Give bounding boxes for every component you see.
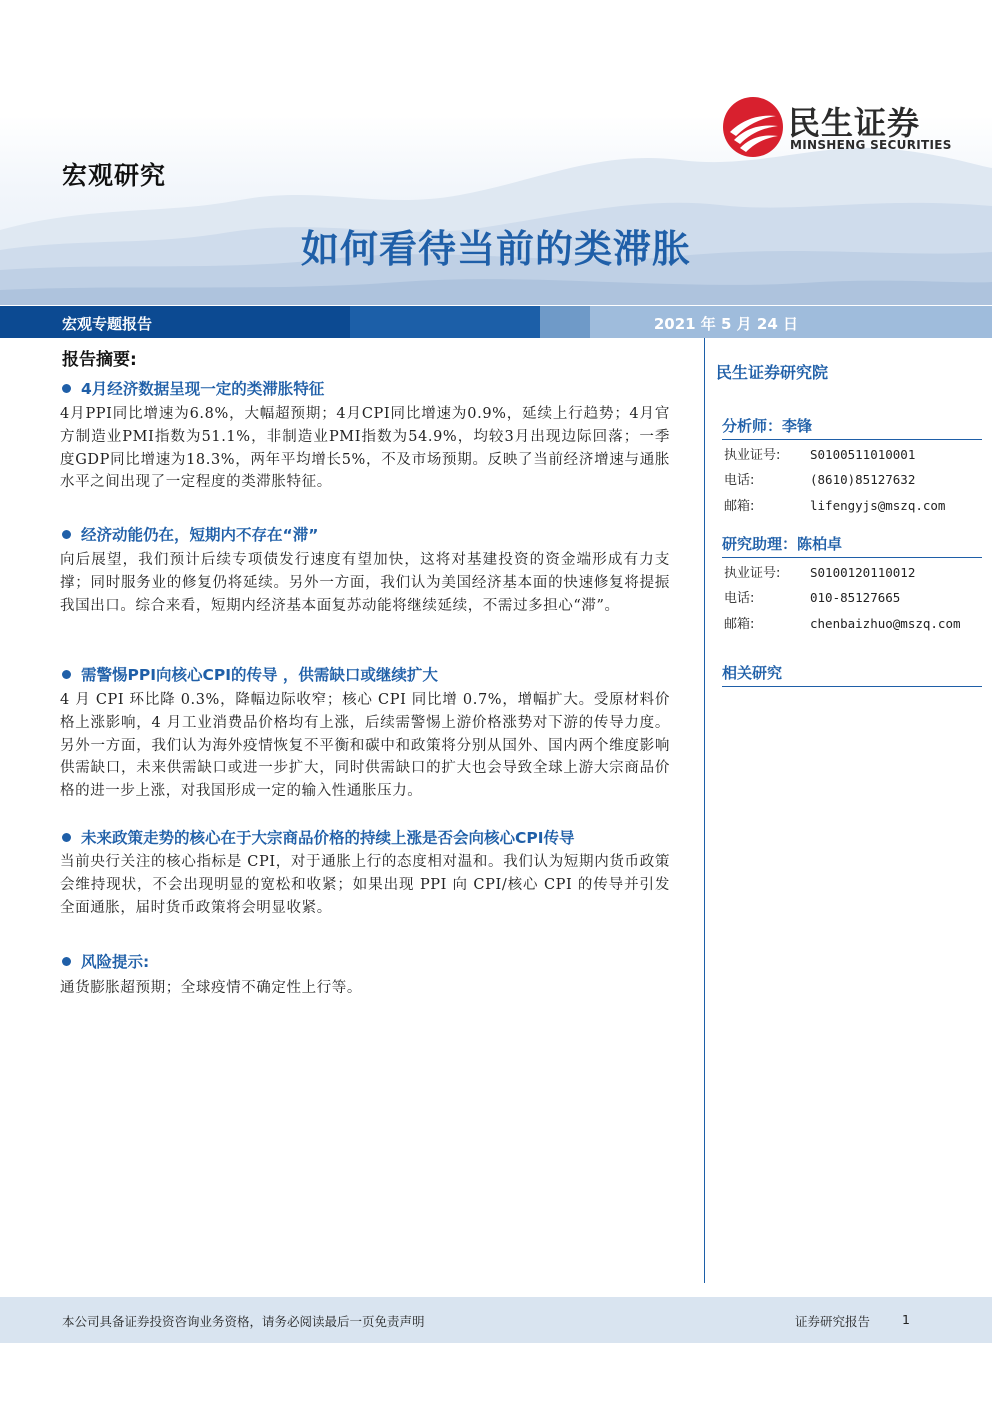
footer-disclaimer: 本公司具备证券投资咨询业务资格，请务必阅读最后一页免责声明 <box>62 1314 425 1329</box>
section-heading <box>62 826 575 848</box>
info-label: 执业证号: <box>724 566 781 581</box>
footer-doc-type: 证券研究报告 <box>795 1314 871 1329</box>
section-heading-text: 经济动能仍在，短期内不存在“滞” <box>81 526 319 544</box>
section-heading-text: 风险提示: <box>81 953 150 971</box>
section-heading-text: 4月经济数据呈现一定的类滞胀特征 <box>81 380 325 398</box>
assistant-email-row <box>724 613 961 632</box>
info-value: (8610)85127632 <box>810 472 916 487</box>
bullet-icon <box>62 384 71 393</box>
summary-label: 报告摘要: <box>62 350 137 370</box>
assistant-license-row <box>724 562 915 581</box>
info-label: 邮箱: <box>724 499 755 514</box>
info-label: 电话: <box>724 591 755 606</box>
bullet-icon <box>62 833 71 842</box>
section-body: 4月PPI同比增速为6.8%，大幅超预期；4月CPI同比增速为0.9%，延续上行趋势；4月官方制造业PMI指数为51.1%，非制造业PMI指数为54.9%，均较3月出现边际回落；一季度GDP同比增速为18.3%，两年平均增长5%，不及市场预期。反映了当前经济增速与通胀水平之间出现了一定程度的类滞胀特征。 <box>60 406 670 491</box>
logo-emblem-icon <box>722 96 784 158</box>
page-number: 1 <box>902 1312 910 1327</box>
logo-name-en: MINSHENG SECURITIES <box>790 138 952 152</box>
report-header <box>0 0 992 305</box>
info-value: 010-85127665 <box>810 590 901 605</box>
info-value: S0100511010001 <box>810 447 916 462</box>
report-type: 宏观专题报告 <box>62 315 153 333</box>
section-body: 4 月 CPI 环比降 0.3%，降幅边际收窄；核心 CPI 同比增 0.7%，增幅扩大。受原材料价格上涨影响，4 月工业消费品价格均有上涨，后续需警惕上游价格涨势对下游的传导力度。另外一方面，我们认为海外疫情恢复不平衡和碳中和政策将分别从国外、国内两个维度影响供需缺口，未来供需缺口或进一步扩大，同时供需缺口的扩大也会导致全球上游大宗商品价格的进一步上涨，对我国形成一定的输入性通胀压力。 <box>60 692 670 800</box>
analyst-email-link[interactable]: lifengyjs@mszq.com <box>810 498 946 513</box>
page-footer <box>0 1297 992 1343</box>
section-heading-text: 需警惕PPI向核心CPI的传导 ，供需缺口或继续扩大 <box>81 666 438 684</box>
section-heading <box>62 663 438 685</box>
info-label: 执业证号: <box>724 448 781 463</box>
info-value: S0100120110012 <box>810 565 916 580</box>
assistant-email-link[interactable]: chenbaizhuo@mszq.com <box>810 616 961 631</box>
section-heading <box>62 377 324 399</box>
section-body: 向后展望，我们预计后续专项债发行速度有望加快，这将对基建投资的资金端形成有力支撑；同时服务业的修复仍将延续。另外一方面，我们认为美国经济基本面的快速修复将提振我国出口。综合来看，短期内经济基本面复苏动能将继续延续，不需过多担心“滞”。 <box>60 552 670 614</box>
section-body: 当前央行关注的核心指标是 CPI，对于通胀上行的态度相对温和。我们认为短期内货币政策会维持现状，不会出现明显的宽松和收紧；如果出现 PPI 向 CPI/核心 CPI 的传导并引发全面通胀，届时货币政策将会明显收紧。 <box>60 854 670 916</box>
assistant-title: 研究助理：陈柏卓 <box>722 533 982 558</box>
company-logo <box>722 96 962 160</box>
analyst-phone-row <box>724 469 915 488</box>
assistant-phone-row <box>724 587 900 606</box>
analyst-license-row <box>724 444 915 463</box>
bullet-icon <box>62 670 71 679</box>
report-date: 2021 年 5 月 24 日 <box>653 315 798 333</box>
section-heading <box>62 950 149 972</box>
bullet-icon <box>62 957 71 966</box>
column-divider <box>704 338 705 1283</box>
logo-name-cn: 民生证券 <box>788 104 921 142</box>
section-body: 通货膨胀超预期；全球疫情不确定性上行等。 <box>60 980 362 996</box>
info-label: 邮箱: <box>724 617 755 632</box>
report-title: 如何看待当前的类滞胀 <box>300 227 691 271</box>
bullet-icon <box>62 530 71 539</box>
analyst-title: 分析师：李锋 <box>722 415 982 440</box>
section-heading-text: 未来政策走势的核心在于大宗商品价格的持续上涨是否会向核心CPI传导 <box>81 829 575 847</box>
analyst-email-row <box>724 495 945 514</box>
info-label: 电话: <box>724 473 755 488</box>
report-type-band <box>0 306 992 338</box>
related-research-title: 相关研究 <box>722 662 982 687</box>
research-institute: 民生证券研究院 <box>716 363 829 382</box>
section-heading <box>62 523 318 545</box>
report-category: 宏观研究 <box>62 161 167 190</box>
